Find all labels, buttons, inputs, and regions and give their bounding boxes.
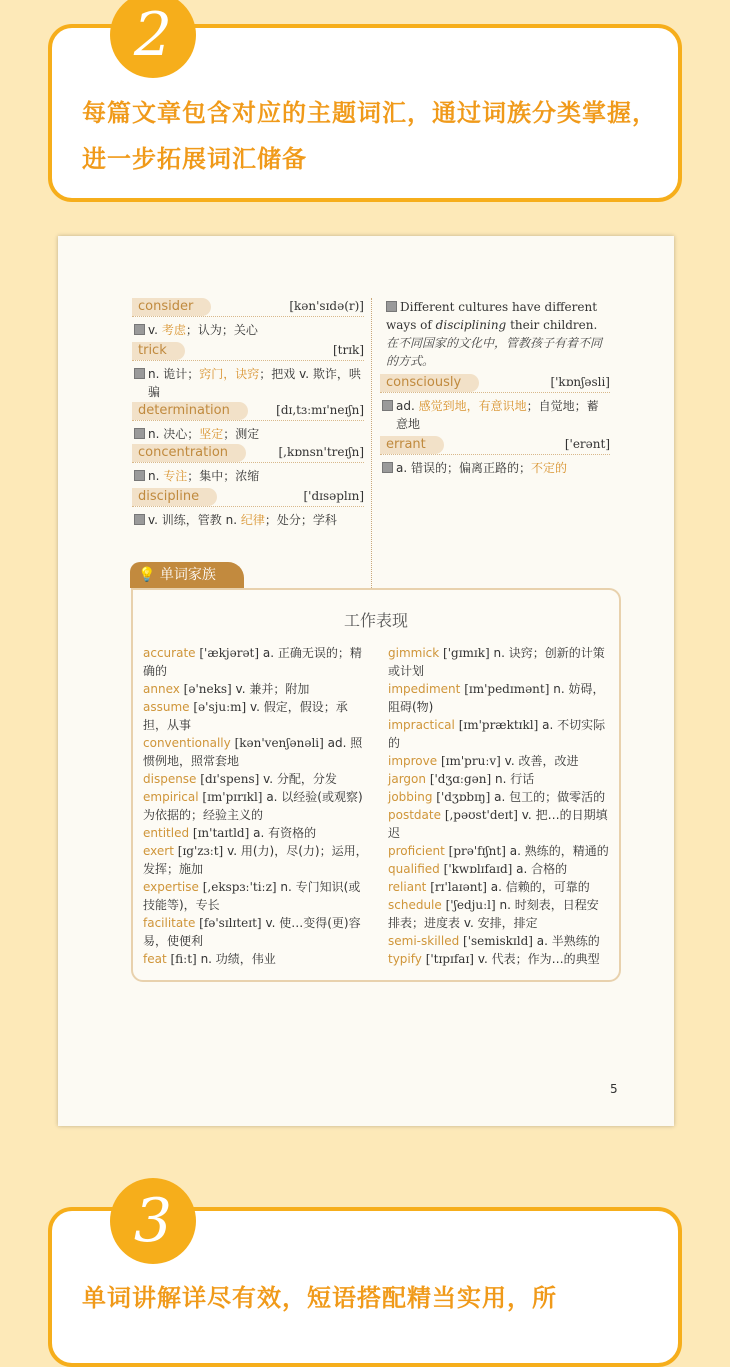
- example-sentence: [386, 298, 612, 370]
- definition-text: ；测定: [223, 427, 260, 441]
- word-family-word: exert: [143, 844, 174, 858]
- book-page: [58, 236, 674, 1126]
- word-family-item: [388, 842, 610, 860]
- word-family-word: facilitate: [143, 916, 196, 930]
- word-family-ipa: ['dʒɒbɪŋ]: [436, 790, 491, 804]
- word-family-item: [388, 770, 610, 788]
- definition-highlight: 感觉到地，有意识地: [418, 399, 527, 413]
- word-family-item: [143, 644, 369, 680]
- definition-icon: [134, 514, 145, 525]
- word-family-word: empirical: [143, 790, 199, 804]
- word-family-label: 单词家族: [159, 567, 216, 583]
- column-divider: [371, 298, 372, 588]
- number-badge-2: 2: [110, 0, 196, 78]
- word-family-word: improve: [388, 754, 438, 768]
- word-family-definition: a. 熟练的，精通的: [509, 844, 609, 858]
- word-family-item: [388, 788, 610, 806]
- definition-text: ；自觉地；蓄意地: [396, 399, 599, 431]
- entry-word: consciously: [380, 374, 479, 392]
- word-family-tab: [130, 562, 244, 588]
- entry-word: trick: [132, 342, 185, 360]
- word-family-ipa: [ɪm'pedɪmənt]: [464, 682, 550, 696]
- word-family-definition: a. 包工的；做零活的: [494, 790, 606, 804]
- vocab-entry: [380, 374, 610, 433]
- word-family-definition: n. 时刻表，日程安排表；进度表 v. 安排，排定: [388, 898, 599, 930]
- word-family-ipa: [fiːt]: [170, 952, 197, 966]
- entry-head: [380, 436, 610, 455]
- word-family-ipa: [dɪ'spens]: [200, 772, 260, 786]
- word-family-item: [388, 680, 610, 716]
- definition-text: v.: [148, 323, 162, 337]
- definition-text: n. 诡计；: [148, 367, 200, 381]
- definition-text: ；认为；关心: [185, 323, 258, 337]
- entry-ipa: [,kɒnsn'treɪʃn]: [278, 445, 364, 459]
- word-family-box: [131, 588, 621, 982]
- word-family-item: [143, 734, 369, 770]
- word-family-right-column: [388, 644, 610, 968]
- entry-ipa: [trɪk]: [332, 343, 364, 357]
- word-family-word: impediment: [388, 682, 461, 696]
- definition-highlight: 考虑: [161, 323, 186, 337]
- entry-word: discipline: [132, 488, 217, 506]
- word-family-definition: v. 使…变得(更)容易，使便利: [143, 916, 361, 948]
- entry-head: [380, 374, 610, 393]
- word-family-word: jargon: [388, 772, 426, 786]
- definition-text: ；把戏 v. 欺诈，哄骗: [148, 367, 361, 399]
- page-number: 5: [610, 1082, 618, 1096]
- definition-icon: [134, 470, 145, 481]
- word-family-definition: a. 有资格的: [253, 826, 317, 840]
- word-family-item: [388, 896, 610, 932]
- bulb-icon: 💡: [138, 567, 156, 583]
- word-family-word: entitled: [143, 826, 190, 840]
- word-family-item: [143, 950, 369, 968]
- word-family-word: accurate: [143, 646, 196, 660]
- word-family-definition: n. 行话: [495, 772, 535, 786]
- definition-icon: [134, 428, 145, 439]
- word-family-ipa: [ɪm'pɪrɪkl]: [202, 790, 263, 804]
- entry-word: concentration: [132, 444, 246, 462]
- entry-ipa: [dɪ,tɜːmɪ'neɪʃn]: [276, 403, 364, 417]
- word-family-word: proficient: [388, 844, 445, 858]
- word-family-item: [143, 788, 369, 824]
- word-family-item: [143, 698, 369, 734]
- definition-icon: [382, 462, 393, 473]
- word-family-ipa: [,ekspɜː'tiːz]: [202, 880, 277, 894]
- entry-head: [132, 342, 364, 361]
- word-family-word: impractical: [388, 718, 455, 732]
- word-family-word: conventionally: [143, 736, 231, 750]
- word-family-word: typify: [388, 952, 422, 966]
- definition-text: a. 错误的；偏离正路的；: [396, 461, 531, 475]
- word-family-item: [388, 716, 610, 752]
- sentence-icon: [386, 301, 397, 312]
- sentence-en-before: Different cultures have different ways of: [386, 300, 598, 332]
- word-family-word: semi-skilled: [388, 934, 460, 948]
- entry-definition: [132, 425, 364, 443]
- word-family-word: qualified: [388, 862, 440, 876]
- word-family-item: [143, 770, 369, 788]
- vocab-entry: [132, 342, 364, 401]
- word-family-item: [388, 878, 610, 896]
- word-family-ipa: ['ækjərət]: [199, 646, 260, 660]
- definition-text: n. 决心；: [148, 427, 200, 441]
- definition-text: v. 训练，管教 n.: [148, 513, 241, 527]
- definition-highlight: 专注: [163, 469, 188, 483]
- entry-word: determination: [132, 402, 248, 420]
- entry-ipa: ['dɪsəplɪn]: [303, 489, 364, 503]
- vocab-entry: [380, 436, 610, 477]
- word-family-item: [143, 842, 369, 878]
- word-family-word: dispense: [143, 772, 197, 786]
- word-family-definition: a. 不切实际的: [388, 718, 606, 750]
- word-family-ipa: [,pəʊst'deɪt]: [444, 808, 518, 822]
- entry-word: consider: [132, 298, 211, 316]
- word-family-definition: v. 分配，分发: [263, 772, 337, 786]
- word-family-definition: v. 改善，改进: [504, 754, 579, 768]
- word-family-ipa: [kən'venʃənəli]: [234, 736, 324, 750]
- definition-highlight: 纪律: [240, 513, 265, 527]
- word-family-item: [388, 752, 610, 770]
- word-family-word: feat: [143, 952, 167, 966]
- entry-head: [132, 298, 364, 317]
- word-family-ipa: [ə'sjuːm]: [193, 700, 247, 714]
- entry-definition: [132, 321, 364, 339]
- word-family-item: [143, 680, 369, 698]
- definition-icon: [134, 368, 145, 379]
- vocab-entry: [132, 298, 364, 339]
- word-family-definition: n. 诀窍；创新的计策或计划: [388, 646, 605, 678]
- entry-head: [132, 444, 364, 463]
- word-family-definition: v. 兼并；附加: [235, 682, 310, 696]
- word-family-word: expertise: [143, 880, 199, 894]
- word-family-definition: v. 把…的日期填迟: [388, 808, 608, 840]
- word-family-word: assume: [143, 700, 190, 714]
- entry-word: errant: [380, 436, 444, 454]
- word-family-ipa: [fə'sɪlɪteɪt]: [199, 916, 262, 930]
- entry-definition: [132, 511, 364, 529]
- word-family-item: [143, 878, 369, 914]
- word-family-ipa: [prə'fɪʃnt]: [448, 844, 506, 858]
- definition-highlight: 不定的: [530, 461, 567, 475]
- definition-text: ；处分；学科: [264, 513, 337, 527]
- word-family-definition: v. 假定，假设；承担，从事: [143, 700, 348, 732]
- word-family-item: [388, 860, 610, 878]
- word-family-ipa: ['kwɒlɪfaɪd]: [443, 862, 513, 876]
- sentence-en-italic: disciplining: [435, 318, 507, 332]
- word-family-definition: ad. 照惯例地，照常套地: [143, 736, 363, 768]
- word-family-ipa: [rɪ'laɪənt]: [430, 880, 487, 894]
- entry-definition: [132, 365, 364, 401]
- definition-highlight: 窍门，诀窍: [199, 367, 260, 381]
- definition-highlight: 坚定: [199, 427, 224, 441]
- entry-definition: [380, 397, 610, 433]
- word-family-ipa: ['ʃedjuːl]: [445, 898, 496, 912]
- definition-icon: [134, 324, 145, 335]
- entry-ipa: [kən'sɪdə(r)]: [289, 299, 364, 313]
- entry-ipa: ['kɒnʃəsli]: [550, 375, 610, 389]
- definition-icon: [382, 400, 393, 411]
- word-family-word: postdate: [388, 808, 441, 822]
- entry-head: [132, 402, 364, 421]
- word-family-word: annex: [143, 682, 180, 696]
- word-family-definition: n. 专门知识(或技能等)，专长: [143, 880, 361, 912]
- word-family-ipa: ['dʒɑːgən]: [429, 772, 492, 786]
- entry-definition: [132, 467, 364, 485]
- word-family-ipa: [ɪm'pruːv]: [440, 754, 501, 768]
- word-family-definition: a. 合格的: [516, 862, 568, 876]
- word-family-ipa: [ɪm'præktɪkl]: [458, 718, 539, 732]
- word-family-word: jobbing: [388, 790, 433, 804]
- word-family-ipa: [ɪn'taɪtld]: [192, 826, 250, 840]
- word-family-ipa: ['semiskɪld]: [463, 934, 533, 948]
- word-family-word: schedule: [388, 898, 442, 912]
- word-family-ipa: [ə'neks]: [183, 682, 232, 696]
- feature-text-3: 单词讲解详尽有效，短语搭配精当实用，所: [82, 1284, 557, 1312]
- word-family-ipa: [ɪg'zɜːt]: [177, 844, 224, 858]
- word-family-definition: a. 信赖的，可靠的: [490, 880, 590, 894]
- feature-text-2: 每篇文章包含对应的主题词汇，通过词族分类掌握，进一步拓展词汇储备: [82, 99, 657, 173]
- word-family-definition: a. 正确无误的；精确的: [143, 646, 362, 678]
- word-family-item: [388, 644, 610, 680]
- vocab-entry: [132, 444, 364, 485]
- word-family-item: [143, 824, 369, 842]
- word-family-ipa: ['tɪpɪfaɪ]: [425, 952, 474, 966]
- word-family-definition: a. 半熟练的: [536, 934, 600, 948]
- word-family-item: [143, 914, 369, 950]
- word-family-definition: n. 妨碍，阻碍(物): [388, 682, 605, 714]
- number-badge-3: 3: [110, 1178, 196, 1264]
- definition-text: ad.: [396, 399, 419, 413]
- word-family-definition: a. 以经验(或观察)为依据的；经验主义的: [143, 790, 363, 822]
- word-family-title: 工作表现: [343, 611, 408, 630]
- word-family-item: [388, 932, 610, 950]
- entry-head: [132, 488, 364, 507]
- sentence-en-after: their children.: [506, 318, 598, 332]
- word-family-definition: v. 用(力)，尽(力)；运用，发挥；施加: [143, 844, 368, 876]
- entry-ipa: ['erənt]: [564, 437, 610, 451]
- entry-definition: [380, 459, 610, 477]
- word-family-left-column: [143, 644, 369, 968]
- vocab-entry: [132, 402, 364, 443]
- sentence-zh: 在不同国家的文化中，管教孩子有着不同的方式。: [386, 336, 603, 368]
- word-family-word: reliant: [388, 880, 427, 894]
- word-family-ipa: ['gɪmɪk]: [443, 646, 490, 660]
- vocab-entry: [132, 488, 364, 529]
- definition-text: n.: [148, 469, 164, 483]
- word-family-word: gimmick: [388, 646, 440, 660]
- word-family-item: [388, 950, 610, 968]
- word-family-item: [388, 806, 610, 842]
- definition-text: ；集中；浓缩: [187, 469, 260, 483]
- word-family-definition: v. 代表；作为…的典型: [477, 952, 600, 966]
- word-family-definition: n. 功绩，伟业: [200, 952, 276, 966]
